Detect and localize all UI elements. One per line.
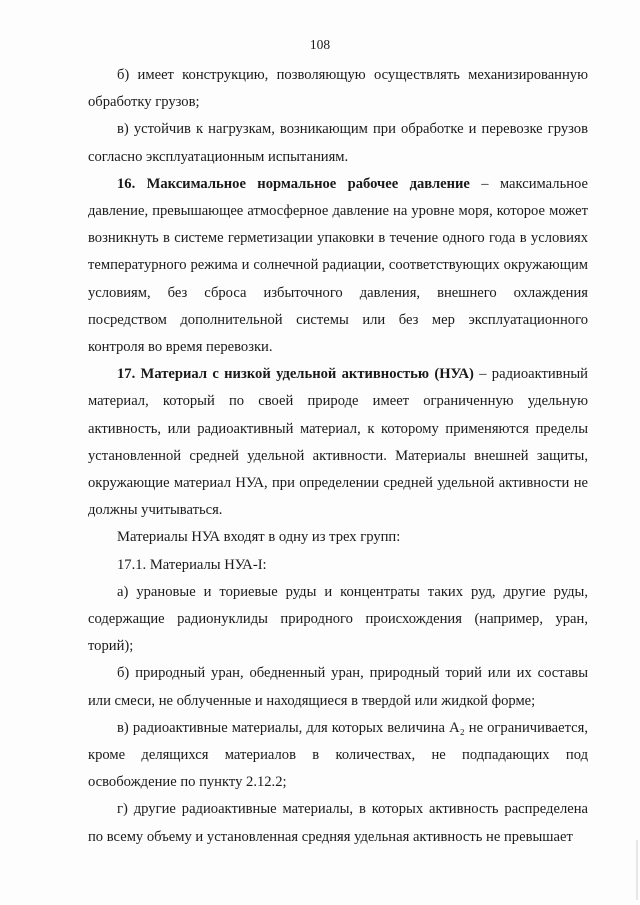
list-item-text: б) природный уран, обедненный уран, природный торий или их составы или смеси, не облученные и находящиеся в твердой или жидкой форме; — [88, 665, 588, 709]
list-item — [88, 715, 588, 797]
list-item — [88, 796, 588, 850]
list-item — [88, 660, 588, 714]
list-item-text: а) урановые и ториевые руды и концентраты таких руд, другие руды, содержащие радионуклиды природного происхождения (например, уран, торий); — [88, 583, 588, 655]
paragraph-text: в) устойчив к нагрузкам, возникающим при обработке и перевозке грузов согласно эксплуатационным испытаниям. — [88, 121, 588, 165]
list-item — [88, 579, 588, 661]
paragraph — [88, 62, 588, 116]
list-item-text: г) другие радиоактивные материалы, в которых активность распределена по всему объему и установленная средняя удельная активность не превышает — [88, 801, 588, 845]
document-body — [88, 62, 588, 851]
paragraph — [88, 524, 588, 551]
paragraph — [88, 116, 588, 170]
definition-term: 17. Материал с низкой удельной активностью (НУА) — [117, 366, 474, 383]
paragraph-text: Материалы НУА входят в одну из трех групп: — [117, 529, 401, 546]
paragraph-text: 17.1. Материалы НУА-I: — [117, 556, 267, 573]
page-number: 108 — [309, 37, 331, 52]
definition-text: – максимальное давление, превышающее атмосферное давление на уровне моря, которое может возникнуть в системе герметизации упаковки в течение одного года в условиях температурного режима и солнечной радиации, соответствующих окружающим условиям, без сброса избыточного давления, внешнего охлаждения посредством дополнительной системы или без мер эксплуатационного контроля во время перевозки. — [88, 175, 588, 356]
definition-paragraph — [88, 361, 588, 524]
list-item-text: в) радиоактивные материалы, для которых величина A₂ не ограничивается, кроме делящихся материалов в количествах, не подпадающих под освобождение по пункту 2.12.2; — [88, 719, 588, 791]
paragraph-text: б) имеет конструкцию, позволяющую осуществлять механизированную обработку грузов; — [88, 67, 588, 111]
definition-paragraph — [88, 171, 588, 361]
paragraph — [88, 552, 588, 579]
definition-term: 16. Максимальное нормальное рабочее давление — [117, 175, 470, 192]
scan-edge-mark — [636, 840, 638, 900]
definition-text: – радиоактивный материал, который по своей природе имеет ограниченную удельную активность, или радиоактивный материал, к которому применяются пределы установленной средней удельной активности. Материалы внешней защиты, окружающие материал НУА, при определении средней удельной активности не должны учитываться. — [88, 366, 588, 519]
